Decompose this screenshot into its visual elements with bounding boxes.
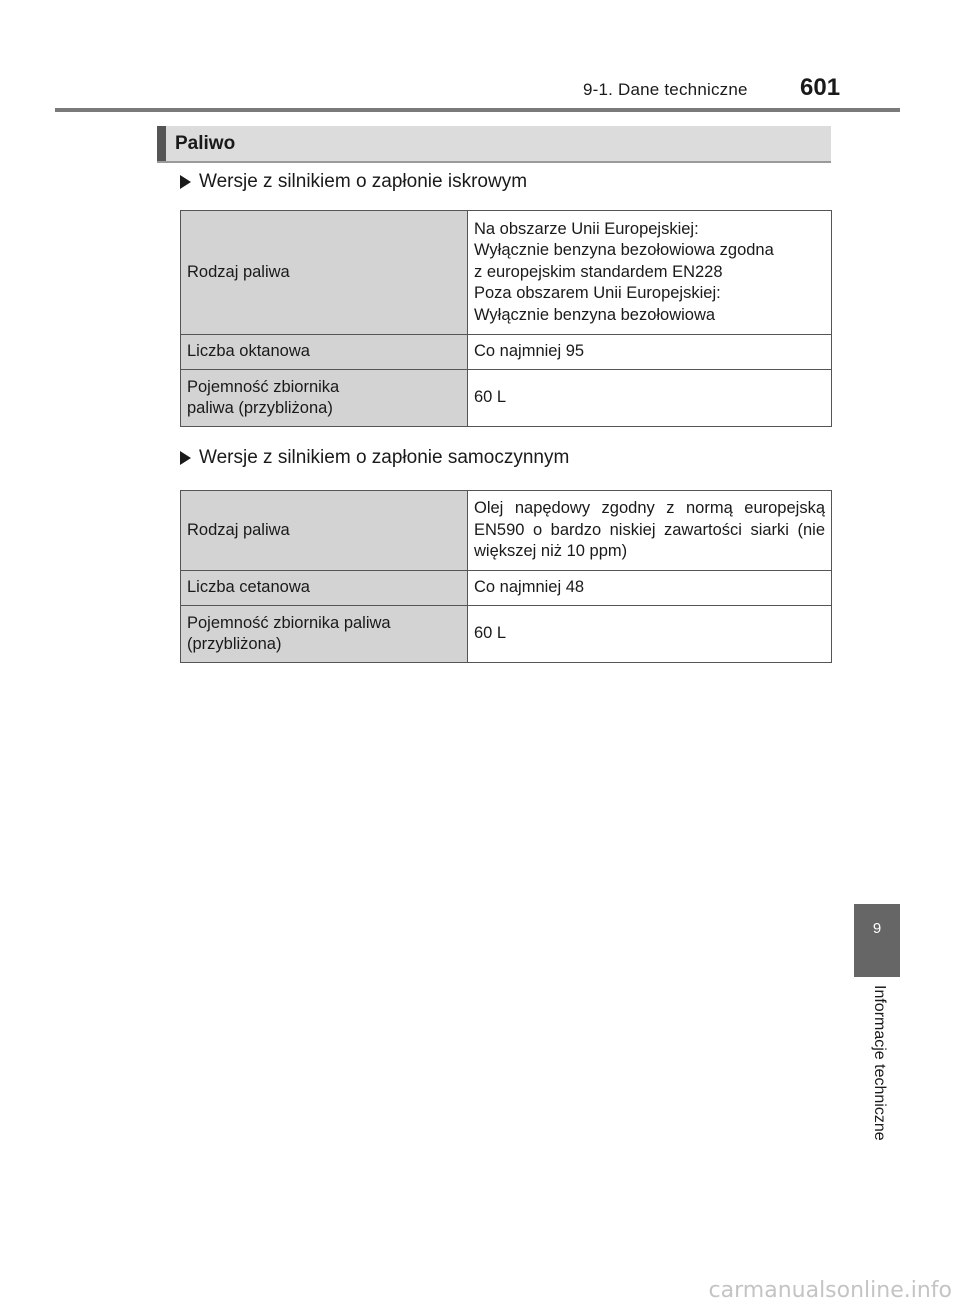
table-row	[181, 211, 832, 335]
subheading-diesel	[180, 447, 569, 469]
row-label-tank-capacity	[181, 370, 468, 427]
label-line: Pojemność zbiornika paliwa	[187, 613, 391, 632]
section-title: Paliwo	[157, 126, 831, 161]
chapter-number: 9	[872, 920, 882, 937]
label-line: paliwa (przybliżona)	[187, 399, 333, 417]
header-section-title: 9-1. Dane techniczne	[583, 80, 748, 99]
row-label-fuel-type: Rodzaj paliwa	[181, 211, 468, 335]
row-value-fuel-type	[468, 211, 832, 335]
row-value-tank-capacity: 60 L	[468, 606, 832, 663]
row-value-cetane: Co najmniej 48	[468, 571, 832, 606]
chapter-tab	[854, 904, 900, 977]
table-row	[181, 571, 832, 606]
row-label-octane: Liczba oktanowa	[181, 335, 468, 370]
row-value-tank-capacity: 60 L	[468, 370, 832, 427]
triangle-bullet-icon	[180, 175, 191, 189]
chapter-label: Informacje techniczne	[871, 985, 888, 1141]
label-line: (przybliżona)	[187, 635, 282, 653]
value-line: z europejskim standardem EN228	[474, 262, 723, 281]
subheading-diesel-text: Wersje z silnikiem o zapłonie samoczynnym	[199, 447, 570, 468]
label-line: Pojemność zbiornika	[187, 377, 340, 396]
subheading-petrol-text: Wersje z silnikiem o zapłonie iskrowym	[199, 171, 528, 192]
row-value-fuel-type: Olej napędowy zgodny z normą europejską EN590 o bardzo niskiej zawartości siarki (nie większej niż 10 ppm)	[468, 491, 832, 571]
value-line: Na obszarze Unii Europejskiej:	[474, 219, 699, 238]
row-label-cetane: Liczba cetanowa	[181, 571, 468, 606]
value-line: Wyłącznie benzyna bezołowiowa zgodna	[474, 241, 774, 260]
triangle-bullet-icon	[180, 451, 191, 465]
table-row	[181, 370, 832, 427]
value-line: Poza obszarem Unii Europejskiej:	[474, 284, 721, 303]
row-label-fuel-type: Rodzaj paliwa	[181, 491, 468, 571]
diesel-spec-table	[180, 490, 832, 663]
value-line: Wyłącznie benzyna bezołowiowa	[474, 305, 716, 324]
petrol-spec-table	[180, 210, 832, 427]
row-label-tank-capacity	[181, 606, 468, 663]
table-row	[181, 335, 832, 370]
row-value-octane: Co najmniej 95	[468, 335, 832, 370]
subheading-petrol	[180, 171, 527, 193]
table-row	[181, 606, 832, 663]
watermark: carmanualsonline.info	[708, 1278, 952, 1303]
page-number: 601	[800, 74, 841, 101]
header-divider	[55, 108, 900, 112]
table-row	[181, 491, 832, 571]
